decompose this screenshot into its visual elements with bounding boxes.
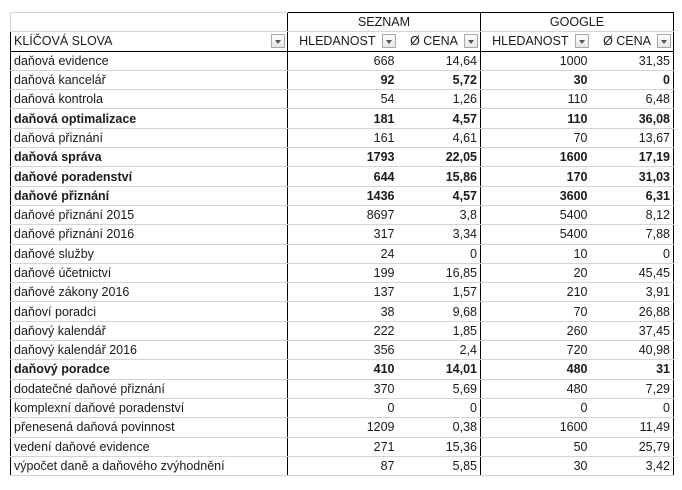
keyword-cell[interactable]: daňové přiznání	[11, 186, 288, 205]
keyword-cell[interactable]: daňová kancelář	[11, 70, 288, 89]
column-header-google-price-label: Ø CENA	[603, 34, 651, 49]
google-price-cell[interactable]: 31	[591, 360, 674, 379]
seznam-price-cell[interactable]: 3,8	[398, 205, 481, 224]
keyword-cell[interactable]: daňový poradce	[11, 360, 288, 379]
table-row	[11, 321, 674, 340]
table-row	[11, 186, 674, 205]
seznam-price-cell[interactable]: 5,85	[398, 456, 481, 475]
keyword-cell[interactable]: výpočet daně a daňového zvýhodnění	[11, 456, 288, 475]
seznam-price-cell[interactable]: 1,26	[398, 90, 481, 109]
google-search-cell[interactable]: 5400	[481, 225, 591, 244]
filter-dropdown-seznam-price[interactable]	[464, 34, 478, 48]
google-price-cell[interactable]: 0	[591, 398, 674, 417]
seznam-search-cell[interactable]: 137	[288, 283, 398, 302]
seznam-search-cell[interactable]: 410	[288, 360, 398, 379]
seznam-search-cell[interactable]: 199	[288, 263, 398, 282]
table-row	[11, 437, 674, 456]
table-row	[11, 109, 674, 128]
table-row	[11, 418, 674, 437]
filter-dropdown-google-price[interactable]	[657, 34, 671, 48]
google-search-cell[interactable]: 110	[481, 90, 591, 109]
keyword-cell[interactable]: daňová kontrola	[11, 90, 288, 109]
google-search-cell[interactable]: 50	[481, 437, 591, 456]
keyword-cell[interactable]: daňová správa	[11, 148, 288, 167]
table-row	[11, 398, 674, 417]
seznam-search-cell[interactable]: 181	[288, 109, 398, 128]
table-row	[11, 205, 674, 224]
google-price-cell[interactable]: 37,45	[591, 321, 674, 340]
google-search-cell[interactable]: 720	[481, 341, 591, 360]
google-price-cell[interactable]: 0	[591, 70, 674, 89]
google-search-cell[interactable]: 110	[481, 109, 591, 128]
group-header-google: GOOGLE	[481, 13, 674, 32]
google-search-cell[interactable]: 70	[481, 302, 591, 321]
google-price-cell[interactable]: 45,45	[591, 263, 674, 282]
keyword-cell[interactable]: daňové přiznání 2015	[11, 205, 288, 224]
google-price-cell[interactable]: 36,08	[591, 109, 674, 128]
column-header-google-search-label: HLEDANOST	[492, 34, 569, 49]
column-header-google-search	[481, 32, 591, 51]
google-search-cell[interactable]: 30	[481, 70, 591, 89]
google-price-cell[interactable]: 31,35	[591, 51, 674, 70]
column-header-keyword	[11, 32, 288, 51]
table-row	[11, 283, 674, 302]
keyword-cell[interactable]: daňoví poradci	[11, 302, 288, 321]
column-header-seznam-search	[288, 32, 398, 51]
keyword-cell[interactable]: daňové poradenství	[11, 167, 288, 186]
keyword-cell[interactable]: komplexní daňové poradenství	[11, 398, 288, 417]
keyword-cell[interactable]: dodatečné daňové přiznání	[11, 379, 288, 398]
seznam-search-cell[interactable]: 38	[288, 302, 398, 321]
seznam-search-cell[interactable]: 92	[288, 70, 398, 89]
seznam-price-cell[interactable]: 1,57	[398, 283, 481, 302]
google-search-cell[interactable]: 10	[481, 244, 591, 263]
google-search-cell[interactable]: 260	[481, 321, 591, 340]
google-search-cell[interactable]: 1600	[481, 418, 591, 437]
column-header-seznam-price	[398, 32, 481, 51]
google-price-cell[interactable]: 6,31	[591, 186, 674, 205]
google-price-cell[interactable]: 17,19	[591, 148, 674, 167]
keyword-cell[interactable]: daňový kalendář	[11, 321, 288, 340]
seznam-price-cell[interactable]: 4,57	[398, 109, 481, 128]
google-price-cell[interactable]: 11,49	[591, 418, 674, 437]
google-price-cell[interactable]: 3,91	[591, 283, 674, 302]
google-search-cell[interactable]: 30	[481, 456, 591, 475]
google-price-cell[interactable]: 8,12	[591, 205, 674, 224]
keyword-cell[interactable]: daňová přiznání	[11, 128, 288, 147]
seznam-search-cell[interactable]: 356	[288, 341, 398, 360]
column-header-keyword-label: KLÍČOVÁ SLOVA	[14, 34, 113, 49]
google-search-cell[interactable]: 0	[481, 398, 591, 417]
table-row	[11, 302, 674, 321]
seznam-search-cell[interactable]: 668	[288, 51, 398, 70]
seznam-search-cell[interactable]: 1436	[288, 186, 398, 205]
column-header-seznam-search-label: HLEDANOST	[299, 34, 376, 49]
seznam-search-cell[interactable]: 1793	[288, 148, 398, 167]
filter-dropdown-google-search[interactable]	[575, 34, 589, 48]
seznam-search-cell[interactable]: 271	[288, 437, 398, 456]
seznam-price-cell[interactable]: 15,36	[398, 437, 481, 456]
table-row	[11, 456, 674, 475]
seznam-price-cell[interactable]: 0,38	[398, 418, 481, 437]
table-row	[11, 51, 674, 70]
seznam-price-cell[interactable]: 9,68	[398, 302, 481, 321]
filter-dropdown-keyword[interactable]	[271, 34, 285, 48]
seznam-search-cell[interactable]: 8697	[288, 205, 398, 224]
keyword-cell[interactable]: daňové účetnictví	[11, 263, 288, 282]
seznam-price-cell[interactable]: 4,57	[398, 186, 481, 205]
column-header-seznam-price-label: Ø CENA	[410, 34, 458, 49]
empty-corner-cell	[11, 13, 288, 32]
google-price-cell[interactable]: 26,88	[591, 302, 674, 321]
google-search-cell[interactable]: 1600	[481, 148, 591, 167]
keyword-cell[interactable]: daňové služby	[11, 244, 288, 263]
google-search-cell[interactable]: 70	[481, 128, 591, 147]
keyword-cell[interactable]: daňové přiznání 2016	[11, 225, 288, 244]
keyword-cell[interactable]: daňová evidence	[11, 51, 288, 70]
table-row	[11, 167, 674, 186]
seznam-price-cell[interactable]: 3,34	[398, 225, 481, 244]
google-price-cell[interactable]: 0	[591, 244, 674, 263]
table-row	[11, 244, 674, 263]
seznam-search-cell[interactable]: 1209	[288, 418, 398, 437]
seznam-price-cell[interactable]: 5,69	[398, 379, 481, 398]
google-price-cell[interactable]: 6,48	[591, 90, 674, 109]
seznam-search-cell[interactable]: 161	[288, 128, 398, 147]
seznam-search-cell[interactable]: 222	[288, 321, 398, 340]
seznam-search-cell[interactable]: 24	[288, 244, 398, 263]
table-row	[11, 90, 674, 109]
seznam-price-cell[interactable]: 0	[398, 244, 481, 263]
keyword-cell[interactable]: vedení daňové evidence	[11, 437, 288, 456]
google-search-cell[interactable]: 3600	[481, 186, 591, 205]
google-search-cell[interactable]: 480	[481, 360, 591, 379]
table-row	[11, 148, 674, 167]
keyword-table	[10, 12, 674, 476]
filter-dropdown-seznam-search[interactable]	[382, 34, 396, 48]
keyword-cell[interactable]: přenesená daňová povinnost	[11, 418, 288, 437]
table-body	[11, 51, 674, 476]
column-header-row	[11, 32, 674, 51]
seznam-search-cell[interactable]: 644	[288, 167, 398, 186]
seznam-price-cell[interactable]: 22,05	[398, 148, 481, 167]
seznam-price-cell[interactable]: 1,85	[398, 321, 481, 340]
google-price-cell[interactable]: 7,29	[591, 379, 674, 398]
seznam-search-cell[interactable]: 87	[288, 456, 398, 475]
table-row	[11, 225, 674, 244]
table-row	[11, 360, 674, 379]
table-row	[11, 379, 674, 398]
seznam-search-cell[interactable]: 54	[288, 90, 398, 109]
google-search-cell[interactable]: 170	[481, 167, 591, 186]
seznam-search-cell[interactable]: 317	[288, 225, 398, 244]
seznam-search-cell[interactable]: 370	[288, 379, 398, 398]
seznam-price-cell[interactable]: 14,01	[398, 360, 481, 379]
table-row	[11, 263, 674, 282]
group-header-seznam: SEZNAM	[288, 13, 481, 32]
keyword-cell[interactable]: daňová optimalizace	[11, 109, 288, 128]
seznam-price-cell[interactable]: 5,72	[398, 70, 481, 89]
seznam-price-cell[interactable]: 2,4	[398, 341, 481, 360]
google-search-cell[interactable]: 1000	[481, 51, 591, 70]
table-row	[11, 128, 674, 147]
seznam-price-cell[interactable]: 15,86	[398, 167, 481, 186]
google-price-cell[interactable]: 3,42	[591, 456, 674, 475]
group-header-row	[11, 13, 674, 32]
google-price-cell[interactable]: 7,88	[591, 225, 674, 244]
keyword-cell[interactable]: daňové zákony 2016	[11, 283, 288, 302]
seznam-price-cell[interactable]: 0	[398, 398, 481, 417]
keyword-cell[interactable]: daňový kalendář 2016	[11, 341, 288, 360]
column-header-google-price	[591, 32, 674, 51]
google-search-cell[interactable]: 20	[481, 263, 591, 282]
google-search-cell[interactable]: 480	[481, 379, 591, 398]
google-price-cell[interactable]: 13,67	[591, 128, 674, 147]
seznam-search-cell[interactable]: 0	[288, 398, 398, 417]
google-price-cell[interactable]: 40,98	[591, 341, 674, 360]
google-price-cell[interactable]: 25,79	[591, 437, 674, 456]
google-price-cell[interactable]: 31,03	[591, 167, 674, 186]
seznam-price-cell[interactable]: 14,64	[398, 51, 481, 70]
seznam-price-cell[interactable]: 16,85	[398, 263, 481, 282]
seznam-price-cell[interactable]: 4,61	[398, 128, 481, 147]
table-row	[11, 341, 674, 360]
google-search-cell[interactable]: 5400	[481, 205, 591, 224]
google-search-cell[interactable]: 210	[481, 283, 591, 302]
table-row	[11, 70, 674, 89]
